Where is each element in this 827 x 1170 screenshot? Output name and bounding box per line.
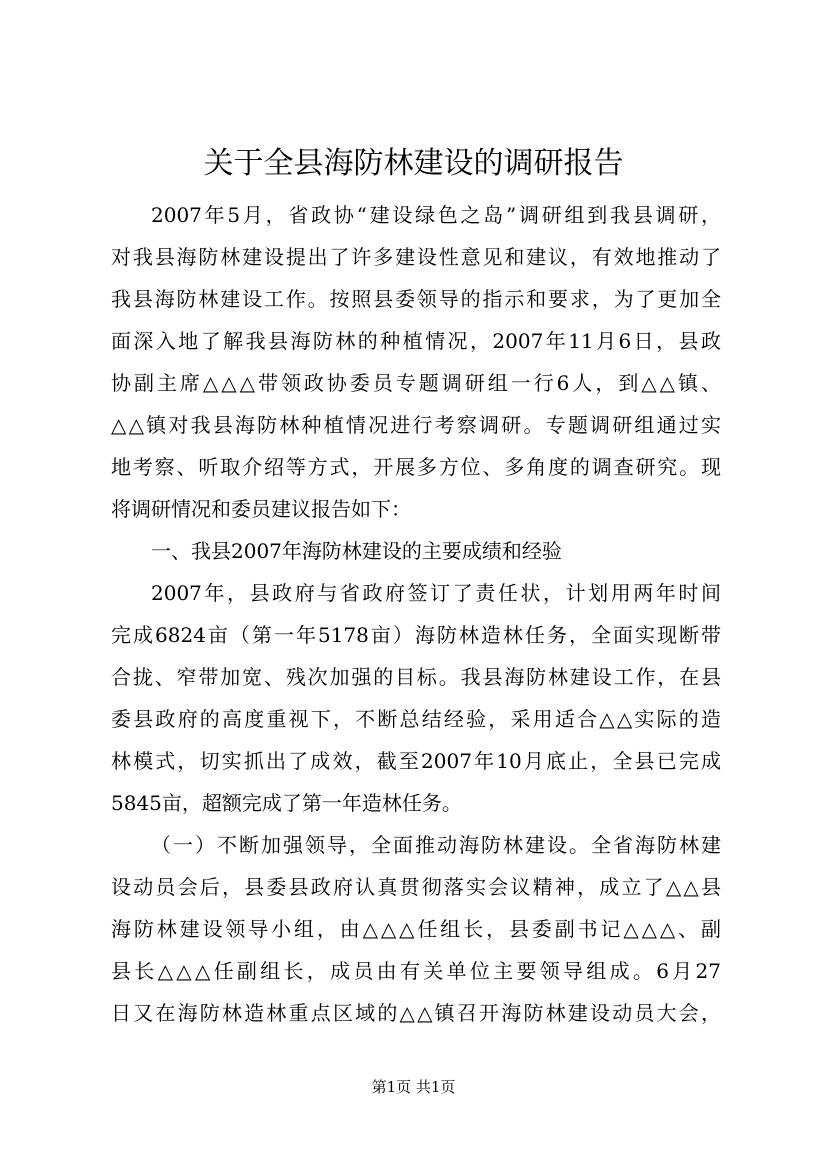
body-line: 2007年，县政府与省政府签订了责任状，计划用两年时间: [151, 581, 721, 605]
body-line: 我县海防林建设工作。按照县委领导的指示和要求，为了更加全: [111, 287, 721, 311]
body-line: 将调研情况和委员建议报告如下：: [111, 497, 411, 521]
body-line: 完成6824亩（第一年5178亩）海防林造林任务，全面实现断带: [111, 623, 721, 647]
body-line: 县长△△△任副组长，成员由有关单位主要领导组成。6月27: [111, 959, 721, 983]
document-body: [111, 194, 721, 1034]
body-line: △△镇对我县海防林种植情况进行考察调研。专题调研组通过实: [111, 413, 721, 437]
page-footer: 第1页 共1页: [371, 1078, 456, 1096]
body-line: 2007年5月，省政协“建设绿色之岛”调研组到我县调研，: [151, 203, 721, 227]
body-line: （一）不断加强领导，全面推动海防林建设。全省海防林建: [151, 833, 721, 857]
body-line: 5845亩，超额完成了第一年造林任务。: [111, 791, 462, 815]
body-line: 一、我县2007年海防林建设的主要成绩和经验: [151, 539, 562, 563]
body-line: 合拢、窄带加宽、残次加强的目标。我县海防林建设工作，在县: [111, 665, 721, 689]
body-line: 海防林建设领导小组，由△△△任组长，县委副书记△△△、副: [111, 917, 721, 941]
body-line: 设动员会后，县委县政府认真贯彻落实会议精神，成立了△△县: [111, 875, 721, 899]
body-line: 林模式，切实抓出了成效，截至2007年10月底止，全县已完成: [111, 749, 721, 773]
body-line: 地考察、听取介绍等方式，开展多方位、多角度的调查研究。现: [111, 455, 721, 479]
body-line: 对我县海防林建设提出了许多建设性意见和建议，有效地推动了: [111, 245, 721, 269]
body-line: 日又在海防林造林重点区域的△△镇召开海防林建设动员大会，: [111, 1001, 721, 1025]
body-line: 委县政府的高度重视下，不断总结经验，采用适合△△实际的造: [111, 707, 721, 731]
body-line: 协副主席△△△带领政协委员专题调研组一行6人，到△△镇、: [111, 371, 721, 395]
document-title: 关于全县海防林建设的调研报告: [203, 146, 624, 181]
body-line: 面深入地了解我县海防林的种植情况，2007年11月6日，县政: [111, 329, 721, 353]
